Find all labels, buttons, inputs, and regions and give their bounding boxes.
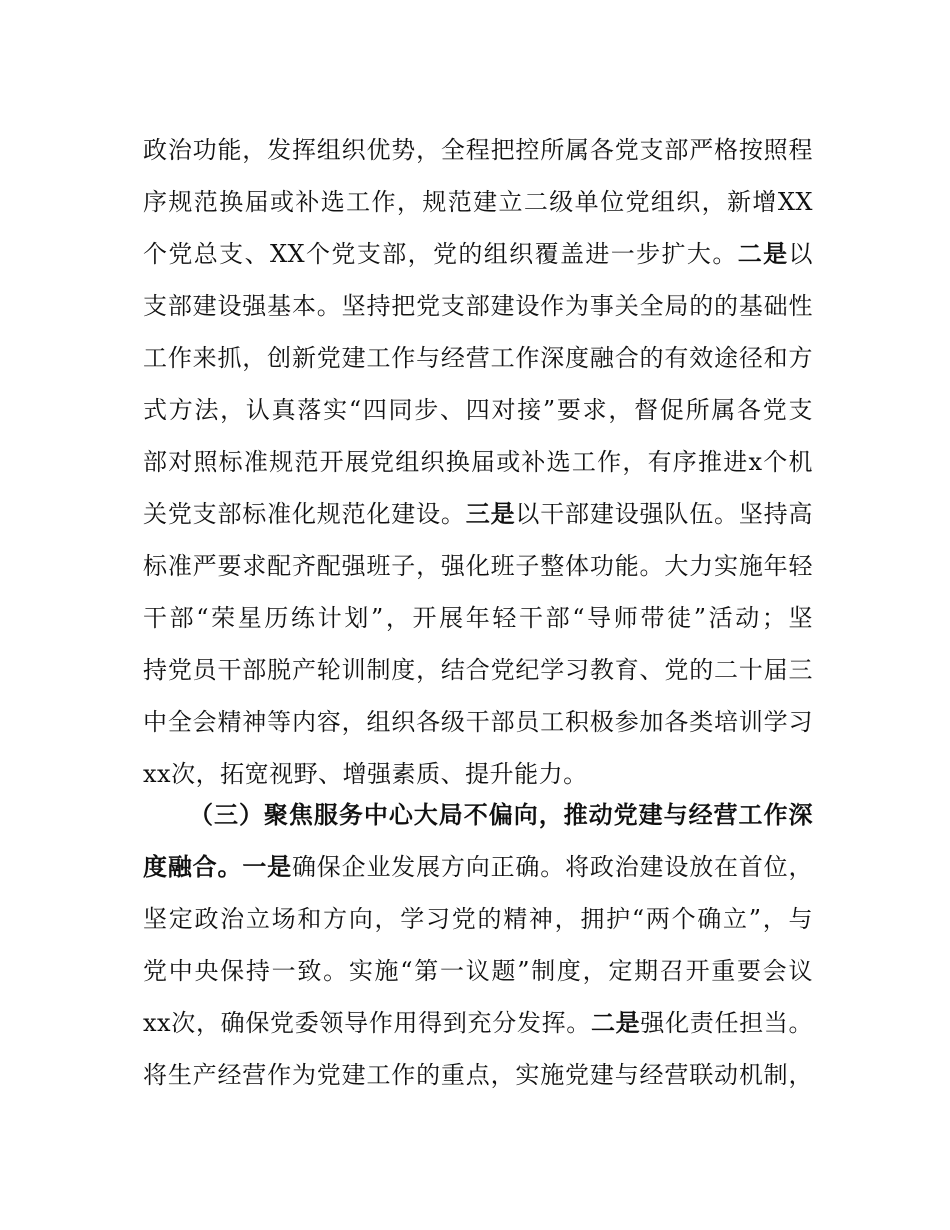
- text-run: 坚定政治立场和方向，学习党的精神，拥护“两个确立”，与: [143, 905, 813, 933]
- text-line: [143, 124, 813, 176]
- text-line: [143, 644, 813, 696]
- text-line: [143, 384, 813, 436]
- text-line: [143, 540, 813, 592]
- text-run: 工作来抓，创新党建工作与经营工作深度融合的有效途径和方: [143, 344, 813, 372]
- text-run: 支部建设强基本。坚持把党支部建设作为事关全局的的基础性: [143, 292, 813, 320]
- text-line: [143, 436, 813, 488]
- text-run: 政治功能，发挥组织优势，全程把控所属各党支部严格按照程: [143, 136, 813, 164]
- paragraph-integration: [143, 789, 813, 1101]
- text-run: 干部“荣星历练计划”，开展年轻干部“导师带徒”活动；坚: [143, 604, 813, 632]
- paragraph-organization-building: [143, 124, 813, 800]
- text-line: [143, 841, 813, 893]
- bold-marker: 三是: [465, 499, 516, 528]
- text-run: 个党总支、XX个党支部，党的组织覆盖进一步扩大。: [143, 240, 738, 268]
- text-run: 序规范换届或补选工作，规范建立二级单位党组织，新增XX: [143, 188, 813, 216]
- text-run: 标准严要求配齐配强班子，强化班子整体功能。大力实施年轻: [143, 552, 813, 580]
- bold-marker: 一是: [242, 852, 292, 881]
- text-run: 以: [788, 240, 814, 268]
- bold-marker: 二是: [590, 1008, 641, 1037]
- text-run: 关党支部标准化规范化建设。: [143, 500, 466, 528]
- text-run: 强化责任担当。: [640, 1009, 814, 1037]
- text-run: xx次，确保党委领导作用得到充分发挥。: [143, 1009, 591, 1037]
- heading-tail: 度融合。: [143, 852, 243, 881]
- text-line: [143, 893, 813, 945]
- bold-marker: 二是: [737, 239, 789, 268]
- text-line: [143, 280, 813, 332]
- text-line: [143, 592, 813, 644]
- heading-text: （三）聚焦服务中心大局不偏向，推动党建与经营工作深: [189, 800, 813, 829]
- text-line: [143, 176, 813, 228]
- text-run: 以干部建设强队伍。坚持高: [515, 500, 814, 528]
- text-line: [143, 1049, 813, 1101]
- text-line: [143, 228, 813, 280]
- text-run: 持党员干部脱产轮训制度，结合党纪学习教育、党的二十届三: [143, 656, 813, 684]
- text-run: 确保企业发展方向正确。将政治建设放在首位，: [291, 853, 814, 881]
- text-run: 将生产经营作为党建工作的重点，实施党建与经营联动机制，: [143, 1061, 813, 1089]
- text-run: 中全会精神等内容，组织各级干部员工积极参加各类培训学习: [143, 708, 813, 736]
- text-run: 式方法，认真落实“四同步、四对接”要求，督促所属各党支: [143, 396, 813, 424]
- section-heading: [143, 789, 813, 841]
- text-line: [143, 696, 813, 748]
- text-run: xx次，拓宽视野、增强素质、提升能力。: [143, 760, 588, 788]
- text-line: [143, 332, 813, 384]
- text-run: 部对照标准规范开展党组织换届或补选工作，有序推进x个机: [143, 448, 813, 476]
- text-line: [143, 997, 813, 1049]
- text-run: 党中央保持一致。实施“第一议题”制度，定期召开重要会议: [143, 957, 813, 985]
- text-line: [143, 945, 813, 997]
- text-line: [143, 488, 813, 540]
